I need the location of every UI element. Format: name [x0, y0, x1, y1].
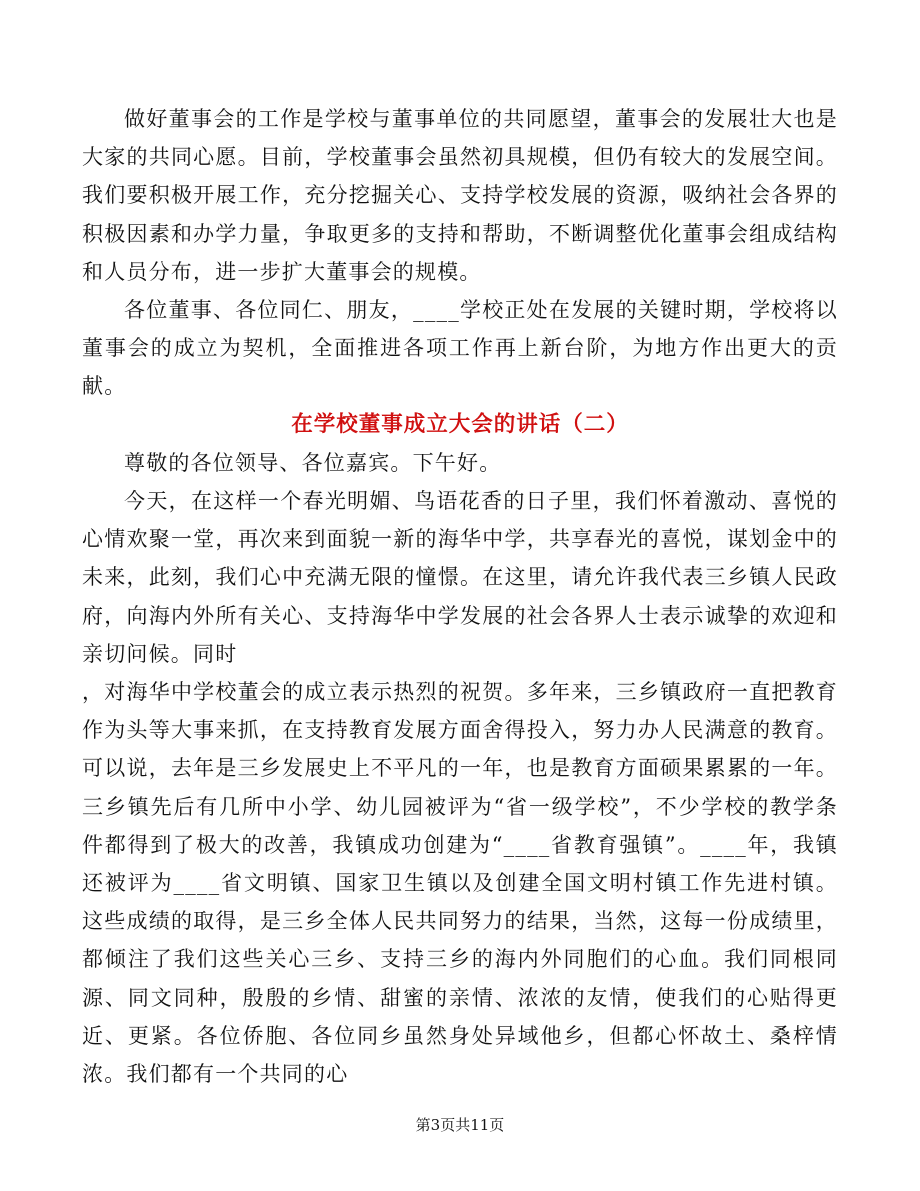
paragraph-board-closing: 各位董事、各位同仁、朋友，____学校正处在发展的关键时期，学校将以董事会的成立为契机，全面推进各项工作再上新台阶，为地方作出更大的贡献。	[82, 298, 838, 399]
document-page	[82, 100, 838, 1093]
paragraph-board-work: 做好董事会的工作是学校与董事单位的共同愿望，董事会的发展壮大也是大家的共同心愿。目前，学校董事会虽然初具规模，但仍有较大的发展空间。我们要积极开展工作，充分挖掘关心、支持学校发展的资源，吸纳社会各界的积极因素和办学力量，争取更多的支持和帮助，不断调整优化董事会组成结构和人员分布，进一步扩大董事会的规模。	[82, 107, 838, 284]
paragraph-greeting: 尊敬的各位领导、各位嘉宾。下午好。	[124, 450, 502, 475]
section-title: 在学校董事成立大会的讲话（二）	[291, 411, 629, 437]
paragraph-achievements: ，对海华中学校董会的成立表示热烈的祝贺。多年来，三乡镇政府一直把教育作为头等大事来抓，在支持教育发展方面舍得投入，努力办人民满意的教育。可以说，去年是三乡发展史上不平凡的一年，也是教育方面硕果累累的一年。三乡镇先后有几所中小学、幼儿园被评为“省一级学校”，不少学校的教学条件都得到了极大的改善，我镇成功创建为“____省教育强镇”。____年，我镇还被评为____省文明镇、国家卫生镇以及创建全国文明村镇工作先进村镇。这些成绩的取得，是三乡全体人民共同努力的结果，当然，这每一份成绩里，都倾注了我们这些关心三乡、支持三乡的海内外同胞们的心血。我们同根同源、同文同种，殷殷的乡情、甜蜜的亲情、浓浓的友情，使我们的心贴得更近、更紧。各位侨胞、各位同乡虽然身处异域他乡，但都心怀故土、桑梓情浓。我们都有一个共同的心	[82, 680, 838, 1087]
page-number: 第3页共11页	[415, 1116, 505, 1134]
paragraph-welcome: 今天，在这样一个春光明媚、鸟语花香的日子里，我们怀着激动、喜悦的心情欢聚一堂，再次来到面貌一新的海华中学，共享春光的喜悦，谋划金中的未来，此刻，我们心中充满无限的憧憬。在这里，请允许我代表三乡镇人民政府，向海内外所有关心、支持海华中学发展的社会各界人士表示诚挚的欢迎和亲切问候。同时	[82, 489, 838, 666]
